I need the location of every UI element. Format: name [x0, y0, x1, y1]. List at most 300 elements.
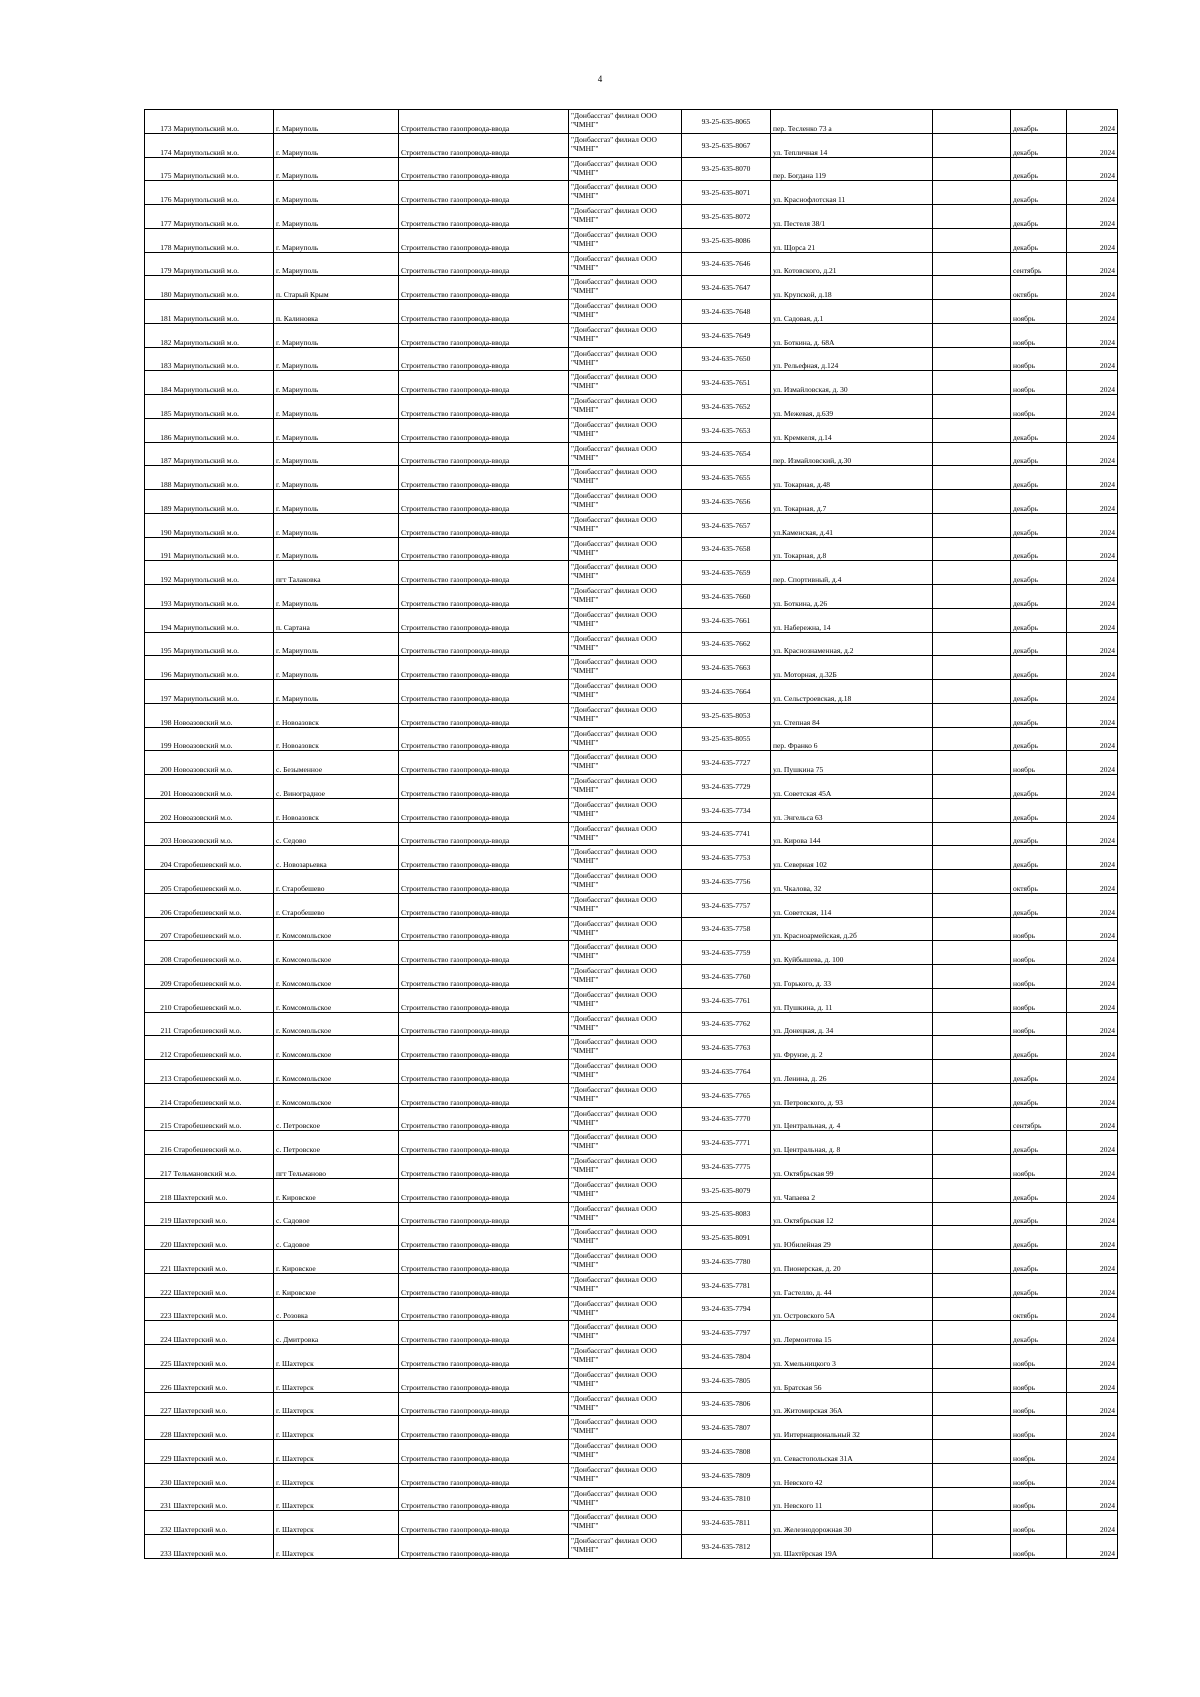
table-row — [145, 727, 1118, 751]
year-cell: 2024 — [1067, 1012, 1118, 1036]
year-cell: 2024 — [1067, 1060, 1118, 1084]
year-cell: 2024 — [1067, 751, 1118, 775]
settlement-cell: г. Новоазовск — [274, 798, 399, 822]
work-type-cell: Строительство газопровода-ввода — [399, 442, 569, 466]
work-type-cell: Строительство газопровода-ввода — [399, 347, 569, 371]
year-cell: 2024 — [1067, 1440, 1118, 1464]
organization-cell: "Донбассгаз" филиал ООО "ЧМНГ" — [569, 846, 682, 870]
organization-cell: "Донбассгаз" филиал ООО "ЧМНГ" — [569, 703, 682, 727]
row-number: 233 — [145, 1535, 173, 1559]
empty-cell — [933, 917, 1011, 941]
settlement-cell: г. Шахтерск — [274, 1440, 399, 1464]
settlement-cell: г. Мариуполь — [274, 252, 399, 276]
object-code-cell: 93-24-635-7741 — [682, 822, 771, 846]
work-type-cell: Строительство газопровода-ввода — [399, 1178, 569, 1202]
district-cell: Старобешевский м.о. — [173, 1107, 274, 1131]
district-cell: Мариупольский м.о. — [173, 442, 274, 466]
row-number: 208 — [145, 941, 173, 965]
work-type-cell: Строительство газопровода-ввода — [399, 1250, 569, 1274]
work-type-cell: Строительство газопровода-ввода — [399, 988, 569, 1012]
settlement-cell: г. Мариуполь — [274, 680, 399, 704]
settlement-cell: г. Мариуполь — [274, 537, 399, 561]
row-number: 195 — [145, 632, 173, 656]
row-number: 190 — [145, 513, 173, 537]
row-number: 189 — [145, 490, 173, 514]
object-code-cell: 93-24-635-7806 — [682, 1392, 771, 1416]
table-row — [145, 1250, 1118, 1274]
work-type-cell: Строительство газопровода-ввода — [399, 917, 569, 941]
object-code-cell: 93-25-635-8091 — [682, 1226, 771, 1250]
work-type-cell: Строительство газопровода-ввода — [399, 418, 569, 442]
district-cell: Новоазовский м.о. — [173, 727, 274, 751]
table-row — [145, 798, 1118, 822]
district-cell: Шахтерский м.о. — [173, 1345, 274, 1369]
row-number: 176 — [145, 181, 173, 205]
work-type-cell: Строительство газопровода-ввода — [399, 1036, 569, 1060]
year-cell: 2024 — [1067, 1392, 1118, 1416]
row-number: 232 — [145, 1511, 173, 1535]
settlement-cell: г. Комсомольское — [274, 1012, 399, 1036]
empty-cell — [933, 1273, 1011, 1297]
empty-cell — [933, 323, 1011, 347]
object-code-cell: 93-24-635-7781 — [682, 1273, 771, 1297]
organization-cell: "Донбассгаз" филиал ООО "ЧМНГ" — [569, 727, 682, 751]
month-cell: декабрь — [1011, 157, 1067, 181]
table-row — [145, 252, 1118, 276]
settlement-cell: п. Калиновка — [274, 300, 399, 324]
table-row — [145, 466, 1118, 490]
work-type-cell: Строительство газопровода-ввода — [399, 656, 569, 680]
organization-cell: "Донбассгаз" филиал ООО "ЧМНГ" — [569, 395, 682, 419]
row-number: 221 — [145, 1250, 173, 1274]
month-cell: ноябрь — [1011, 1511, 1067, 1535]
object-code-cell: 93-24-635-7648 — [682, 300, 771, 324]
row-number: 218 — [145, 1178, 173, 1202]
row-number: 206 — [145, 893, 173, 917]
district-cell: Новоазовский м.о. — [173, 703, 274, 727]
district-cell: Мариупольский м.о. — [173, 632, 274, 656]
empty-cell — [933, 1083, 1011, 1107]
organization-cell: "Донбассгаз" филиал ООО "ЧМНГ" — [569, 1273, 682, 1297]
address-cell: ул. Измайловская, д. 30 — [771, 371, 933, 395]
settlement-cell: с. Петровское — [274, 1107, 399, 1131]
table-row — [145, 323, 1118, 347]
district-cell: Мариупольский м.о. — [173, 133, 274, 157]
organization-cell: "Донбассгаз" филиал ООО "ЧМНГ" — [569, 205, 682, 229]
work-type-cell: Строительство газопровода-ввода — [399, 181, 569, 205]
empty-cell — [933, 608, 1011, 632]
work-type-cell: Строительство газопровода-ввода — [399, 1511, 569, 1535]
table-row — [145, 490, 1118, 514]
row-number: 230 — [145, 1463, 173, 1487]
month-cell: ноябрь — [1011, 1416, 1067, 1440]
empty-cell — [933, 561, 1011, 585]
empty-cell — [933, 1226, 1011, 1250]
table-row — [145, 1463, 1118, 1487]
address-cell: ул. Куйбышева, д. 100 — [771, 941, 933, 965]
table-row — [145, 418, 1118, 442]
row-number: 213 — [145, 1060, 173, 1084]
year-cell: 2024 — [1067, 1368, 1118, 1392]
table-row — [145, 395, 1118, 419]
district-cell: Мариупольский м.о. — [173, 300, 274, 324]
row-number: 179 — [145, 252, 173, 276]
work-type-cell: Строительство газопровода-ввода — [399, 1131, 569, 1155]
work-type-cell: Строительство газопровода-ввода — [399, 252, 569, 276]
work-type-cell: Строительство газопровода-ввода — [399, 1012, 569, 1036]
table-row — [145, 1440, 1118, 1464]
table-row — [145, 1345, 1118, 1369]
object-code-cell: 93-24-635-7770 — [682, 1107, 771, 1131]
year-cell: 2024 — [1067, 870, 1118, 894]
row-number: 225 — [145, 1345, 173, 1369]
table-row — [145, 1416, 1118, 1440]
month-cell: декабрь — [1011, 680, 1067, 704]
row-number: 204 — [145, 846, 173, 870]
month-cell: декабрь — [1011, 1036, 1067, 1060]
page-number: 4 — [597, 74, 603, 84]
settlement-cell: г. Мариуполь — [274, 513, 399, 537]
settlement-cell: г. Шахтерск — [274, 1463, 399, 1487]
table-row — [145, 1178, 1118, 1202]
organization-cell: "Донбассгаз" филиал ООО "ЧМНГ" — [569, 537, 682, 561]
address-cell: ул. Рельефная, д.124 — [771, 347, 933, 371]
year-cell: 2024 — [1067, 228, 1118, 252]
work-type-cell: Строительство газопровода-ввода — [399, 751, 569, 775]
object-code-cell: 93-24-635-7810 — [682, 1487, 771, 1511]
year-cell: 2024 — [1067, 300, 1118, 324]
row-number: 185 — [145, 395, 173, 419]
object-code-cell: 93-24-635-7663 — [682, 656, 771, 680]
month-cell: ноябрь — [1011, 941, 1067, 965]
organization-cell: "Донбассгаз" филиал ООО "ЧМНГ" — [569, 608, 682, 632]
empty-cell — [933, 1060, 1011, 1084]
empty-cell — [933, 751, 1011, 775]
year-cell: 2024 — [1067, 917, 1118, 941]
year-cell: 2024 — [1067, 1487, 1118, 1511]
work-type-cell: Строительство газопровода-ввода — [399, 1202, 569, 1226]
settlement-cell: г. Комсомольское — [274, 941, 399, 965]
settlement-cell: г. Мариуполь — [274, 133, 399, 157]
row-number: 175 — [145, 157, 173, 181]
work-type-cell: Строительство газопровода-ввода — [399, 1368, 569, 1392]
table-row — [145, 513, 1118, 537]
month-cell: октябрь — [1011, 1297, 1067, 1321]
work-type-cell: Строительство газопровода-ввода — [399, 775, 569, 799]
table-row — [145, 941, 1118, 965]
object-code-cell: 93-24-635-7646 — [682, 252, 771, 276]
table-row — [145, 917, 1118, 941]
empty-cell — [933, 775, 1011, 799]
year-cell: 2024 — [1067, 965, 1118, 989]
month-cell: декабрь — [1011, 418, 1067, 442]
settlement-cell: г. Мариуполь — [274, 632, 399, 656]
empty-cell — [933, 110, 1011, 134]
year-cell: 2024 — [1067, 561, 1118, 585]
month-cell: октябрь — [1011, 870, 1067, 894]
year-cell: 2024 — [1067, 181, 1118, 205]
object-code-cell: 93-24-635-7650 — [682, 347, 771, 371]
organization-cell: "Донбассгаз" филиал ООО "ЧМНГ" — [569, 228, 682, 252]
district-cell: Мариупольский м.о. — [173, 276, 274, 300]
settlement-cell: с. Безыменное — [274, 751, 399, 775]
table-row — [145, 181, 1118, 205]
address-cell: ул. Братская 56 — [771, 1368, 933, 1392]
row-number: 174 — [145, 133, 173, 157]
year-cell: 2024 — [1067, 1178, 1118, 1202]
organization-cell: "Донбассгаз" филиал ООО "ЧМНГ" — [569, 1107, 682, 1131]
address-cell: ул. Центральная, д. 8 — [771, 1131, 933, 1155]
year-cell: 2024 — [1067, 680, 1118, 704]
month-cell: ноябрь — [1011, 1368, 1067, 1392]
district-cell: Шахтерский м.о. — [173, 1440, 274, 1464]
year-cell: 2024 — [1067, 323, 1118, 347]
empty-cell — [933, 870, 1011, 894]
address-cell: ул. Набережна, 14 — [771, 608, 933, 632]
organization-cell: "Донбассгаз" филиал ООО "ЧМНГ" — [569, 1345, 682, 1369]
month-cell: ноябрь — [1011, 1487, 1067, 1511]
address-cell: ул. Боткина, д. 68А — [771, 323, 933, 347]
object-code-cell: 93-24-635-7760 — [682, 965, 771, 989]
settlement-cell: г. Шахтерск — [274, 1416, 399, 1440]
settlement-cell: г. Мариуполь — [274, 323, 399, 347]
settlement-cell: г. Новоазовск — [274, 703, 399, 727]
settlement-cell: с. Розовка — [274, 1297, 399, 1321]
settlement-cell: г. Шахтерск — [274, 1392, 399, 1416]
month-cell: ноябрь — [1011, 1440, 1067, 1464]
work-type-cell: Строительство газопровода-ввода — [399, 490, 569, 514]
month-cell: декабрь — [1011, 1202, 1067, 1226]
month-cell: декабрь — [1011, 775, 1067, 799]
month-cell: декабрь — [1011, 703, 1067, 727]
table-row — [145, 228, 1118, 252]
row-number: 223 — [145, 1297, 173, 1321]
empty-cell — [933, 490, 1011, 514]
work-type-cell: Строительство газопровода-ввода — [399, 727, 569, 751]
empty-cell — [933, 442, 1011, 466]
month-cell: декабрь — [1011, 822, 1067, 846]
year-cell: 2024 — [1067, 1107, 1118, 1131]
table-row — [145, 205, 1118, 229]
organization-cell: "Донбассгаз" филиал ООО "ЧМНГ" — [569, 1487, 682, 1511]
organization-cell: "Донбассгаз" филиал ООО "ЧМНГ" — [569, 181, 682, 205]
settlement-cell: г. Комсомольское — [274, 917, 399, 941]
work-type-cell: Строительство газопровода-ввода — [399, 680, 569, 704]
month-cell: декабрь — [1011, 798, 1067, 822]
empty-cell — [933, 1297, 1011, 1321]
empty-cell — [933, 466, 1011, 490]
district-cell: Старобешевский м.о. — [173, 1083, 274, 1107]
table-row — [145, 680, 1118, 704]
district-cell: Мариупольский м.о. — [173, 585, 274, 609]
district-cell: Шахтерский м.о. — [173, 1226, 274, 1250]
object-code-cell: 93-25-635-8055 — [682, 727, 771, 751]
table-row — [145, 893, 1118, 917]
empty-cell — [933, 822, 1011, 846]
settlement-cell: г. Кировское — [274, 1250, 399, 1274]
year-cell: 2024 — [1067, 775, 1118, 799]
district-cell: Мариупольский м.о. — [173, 395, 274, 419]
district-cell: Шахтерский м.о. — [173, 1487, 274, 1511]
row-number: 216 — [145, 1131, 173, 1155]
address-cell: ул. Степная 84 — [771, 703, 933, 727]
work-type-cell: Строительство газопровода-ввода — [399, 941, 569, 965]
table-row — [145, 846, 1118, 870]
empty-cell — [933, 585, 1011, 609]
address-cell: пер. Спортивный, д.4 — [771, 561, 933, 585]
work-type-cell: Строительство газопровода-ввода — [399, 1392, 569, 1416]
empty-cell — [933, 1107, 1011, 1131]
settlement-cell: пгт Талаковка — [274, 561, 399, 585]
address-cell: ул. Петровского, д. 93 — [771, 1083, 933, 1107]
object-code-cell: 93-24-635-7658 — [682, 537, 771, 561]
object-code-cell: 93-24-635-7734 — [682, 798, 771, 822]
district-cell: Мариупольский м.о. — [173, 418, 274, 442]
object-code-cell: 93-24-635-7809 — [682, 1463, 771, 1487]
settlement-cell: г. Мариуполь — [274, 442, 399, 466]
address-cell: ул. Фрунзе, д. 2 — [771, 1036, 933, 1060]
row-number: 186 — [145, 418, 173, 442]
work-type-cell: Строительство газопровода-ввода — [399, 1345, 569, 1369]
year-cell: 2024 — [1067, 585, 1118, 609]
work-type-cell: Строительство газопровода-ввода — [399, 157, 569, 181]
address-cell: ул. Крупской, д.18 — [771, 276, 933, 300]
district-cell: Шахтерский м.о. — [173, 1535, 274, 1559]
row-number: 215 — [145, 1107, 173, 1131]
organization-cell: "Донбассгаз" филиал ООО "ЧМНГ" — [569, 371, 682, 395]
month-cell: декабрь — [1011, 585, 1067, 609]
district-cell: Шахтерский м.о. — [173, 1297, 274, 1321]
empty-cell — [933, 727, 1011, 751]
empty-cell — [933, 1321, 1011, 1345]
object-code-cell: 93-24-635-7764 — [682, 1060, 771, 1084]
district-cell: Старобешевский м.о. — [173, 1036, 274, 1060]
object-code-cell: 93-25-635-8065 — [682, 110, 771, 134]
empty-cell — [933, 1178, 1011, 1202]
object-code-cell: 93-24-635-7657 — [682, 513, 771, 537]
district-cell: Старобешевский м.о. — [173, 893, 274, 917]
row-number: 224 — [145, 1321, 173, 1345]
row-number: 226 — [145, 1368, 173, 1392]
district-cell: Мариупольский м.о. — [173, 228, 274, 252]
address-cell: ул. Октябрьская 99 — [771, 1155, 933, 1179]
year-cell: 2024 — [1067, 205, 1118, 229]
organization-cell: "Донбассгаз" филиал ООО "ЧМНГ" — [569, 870, 682, 894]
object-code-cell: 93-24-635-7653 — [682, 418, 771, 442]
address-cell: ул. Пушкина, д. 11 — [771, 988, 933, 1012]
month-cell: декабрь — [1011, 133, 1067, 157]
month-cell: декабрь — [1011, 466, 1067, 490]
address-cell: ул. Чапаева 2 — [771, 1178, 933, 1202]
empty-cell — [933, 157, 1011, 181]
year-cell: 2024 — [1067, 608, 1118, 632]
district-cell: Мариупольский м.о. — [173, 513, 274, 537]
row-number: 227 — [145, 1392, 173, 1416]
empty-cell — [933, 1416, 1011, 1440]
district-cell: Старобешевский м.о. — [173, 1012, 274, 1036]
address-cell: ул. Невского 42 — [771, 1463, 933, 1487]
work-type-cell: Строительство газопровода-ввода — [399, 110, 569, 134]
empty-cell — [933, 276, 1011, 300]
year-cell: 2024 — [1067, 347, 1118, 371]
empty-cell — [933, 1392, 1011, 1416]
work-type-cell: Строительство газопровода-ввода — [399, 608, 569, 632]
district-cell: Старобешевский м.о. — [173, 965, 274, 989]
address-cell: ул. Боткина, д.26 — [771, 585, 933, 609]
empty-cell — [933, 798, 1011, 822]
district-cell: Шахтерский м.о. — [173, 1178, 274, 1202]
organization-cell: "Донбассгаз" филиал ООО "ЧМНГ" — [569, 442, 682, 466]
district-cell: Мариупольский м.о. — [173, 110, 274, 134]
address-cell: ул. Красноармейская, д.2б — [771, 917, 933, 941]
year-cell: 2024 — [1067, 537, 1118, 561]
row-number: 203 — [145, 822, 173, 846]
empty-cell — [933, 965, 1011, 989]
address-cell: ул. Железнодорожная 30 — [771, 1511, 933, 1535]
empty-cell — [933, 1345, 1011, 1369]
row-number: 173 — [145, 110, 173, 134]
address-cell: ул. Пионерская, д. 20 — [771, 1250, 933, 1274]
settlement-cell: г. Мариуполь — [274, 466, 399, 490]
object-code-cell: 93-25-635-8070 — [682, 157, 771, 181]
address-cell: ул. Кирова 144 — [771, 822, 933, 846]
year-cell: 2024 — [1067, 1155, 1118, 1179]
empty-cell — [933, 893, 1011, 917]
object-code-cell: 93-24-635-7727 — [682, 751, 771, 775]
address-cell: ул. Советская, 114 — [771, 893, 933, 917]
address-cell: ул. Котовского, д.21 — [771, 252, 933, 276]
empty-cell — [933, 1202, 1011, 1226]
organization-cell: "Донбассгаз" филиал ООО "ЧМНГ" — [569, 1178, 682, 1202]
empty-cell — [933, 941, 1011, 965]
empty-cell — [933, 680, 1011, 704]
empty-cell — [933, 703, 1011, 727]
district-cell: Новоазовский м.о. — [173, 775, 274, 799]
object-code-cell: 93-24-635-7775 — [682, 1155, 771, 1179]
organization-cell: "Донбассгаз" филиал ООО "ЧМНГ" — [569, 276, 682, 300]
district-cell: Шахтерский м.о. — [173, 1463, 274, 1487]
organization-cell: "Донбассгаз" филиал ООО "ЧМНГ" — [569, 1060, 682, 1084]
year-cell: 2024 — [1067, 133, 1118, 157]
organization-cell: "Донбассгаз" филиал ООО "ЧМНГ" — [569, 133, 682, 157]
table-row — [145, 1107, 1118, 1131]
row-number: 228 — [145, 1416, 173, 1440]
address-cell: ул. Чкалова, 32 — [771, 870, 933, 894]
work-type-cell: Строительство газопровода-ввода — [399, 561, 569, 585]
year-cell: 2024 — [1067, 1321, 1118, 1345]
settlement-cell: с. Дмитровка — [274, 1321, 399, 1345]
organization-cell: "Донбассгаз" филиал ООО "ЧМНГ" — [569, 585, 682, 609]
row-number: 212 — [145, 1036, 173, 1060]
district-cell: Мариупольский м.о. — [173, 466, 274, 490]
empty-cell — [933, 1131, 1011, 1155]
organization-cell: "Донбассгаз" филиал ООО "ЧМНГ" — [569, 1297, 682, 1321]
empty-cell — [933, 1250, 1011, 1274]
settlement-cell: г. Комсомольское — [274, 1060, 399, 1084]
object-code-cell: 93-24-635-7759 — [682, 941, 771, 965]
empty-cell — [933, 205, 1011, 229]
object-code-cell: 93-25-635-8071 — [682, 181, 771, 205]
object-code-cell: 93-24-635-7811 — [682, 1511, 771, 1535]
address-cell: ул. Краснофлотская 11 — [771, 181, 933, 205]
year-cell: 2024 — [1067, 442, 1118, 466]
empty-cell — [933, 1036, 1011, 1060]
organization-cell: "Донбассгаз" филиал ООО "ЧМНГ" — [569, 751, 682, 775]
address-cell: ул. Советская 45А — [771, 775, 933, 799]
year-cell: 2024 — [1067, 941, 1118, 965]
empty-cell — [933, 846, 1011, 870]
work-type-cell: Строительство газопровода-ввода — [399, 798, 569, 822]
